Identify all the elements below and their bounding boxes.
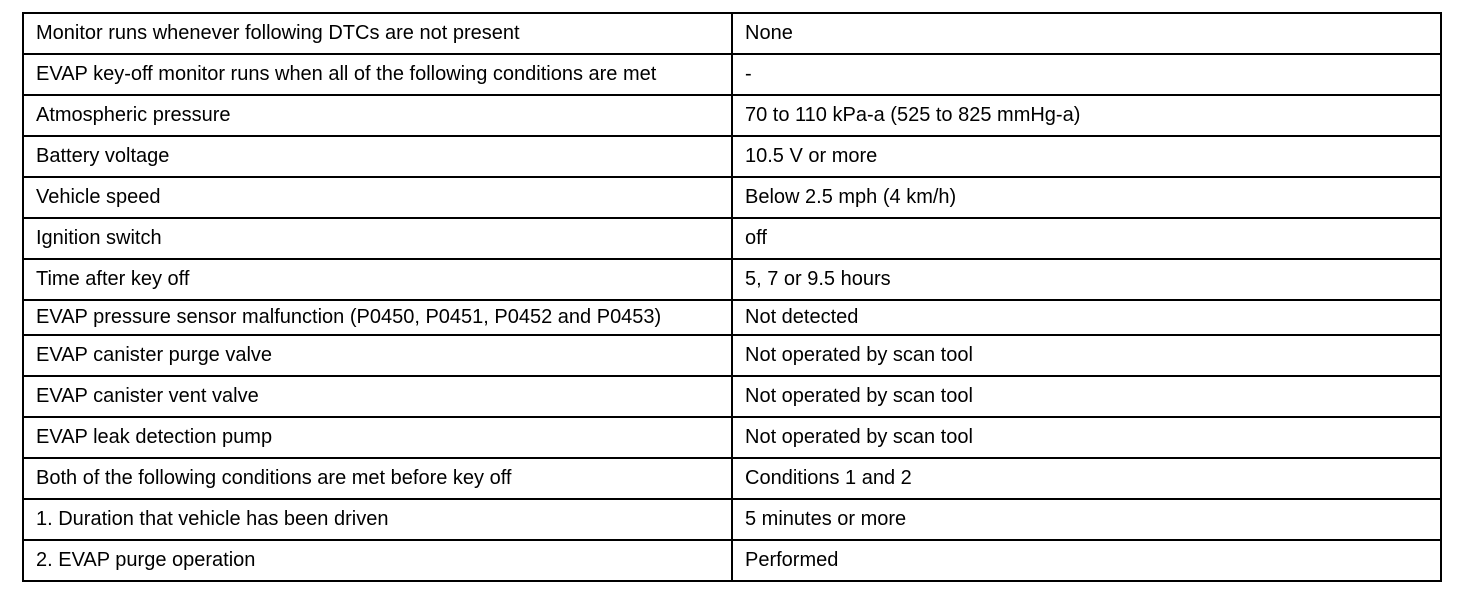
value-cell: Conditions 1 and 2 xyxy=(732,458,1441,499)
value-cell: Not detected xyxy=(732,300,1441,335)
condition-cell: EVAP pressure sensor malfunction (P0450, P0451, P0452 and P0453) xyxy=(23,300,732,335)
condition-cell: Both of the following conditions are met before key off xyxy=(23,458,732,499)
value-cell: None xyxy=(732,13,1441,54)
table-row xyxy=(23,458,1441,499)
condition-cell: EVAP canister vent valve xyxy=(23,376,732,417)
monitor-conditions-table xyxy=(22,12,1442,582)
table-row xyxy=(23,136,1441,177)
table-row xyxy=(23,417,1441,458)
table-row xyxy=(23,54,1441,95)
value-cell: Not operated by scan tool xyxy=(732,376,1441,417)
table-row xyxy=(23,335,1441,376)
table-row xyxy=(23,540,1441,581)
value-cell: Below 2.5 mph (4 km/h) xyxy=(732,177,1441,218)
value-cell: 5 minutes or more xyxy=(732,499,1441,540)
condition-cell: EVAP leak detection pump xyxy=(23,417,732,458)
value-cell: Not operated by scan tool xyxy=(732,335,1441,376)
value-cell: - xyxy=(732,54,1441,95)
condition-cell: 1. Duration that vehicle has been driven xyxy=(23,499,732,540)
table-row xyxy=(23,218,1441,259)
value-cell: Performed xyxy=(732,540,1441,581)
condition-cell: Monitor runs whenever following DTCs are not present xyxy=(23,13,732,54)
condition-cell: Vehicle speed xyxy=(23,177,732,218)
table-row xyxy=(23,177,1441,218)
value-cell: 5, 7 or 9.5 hours xyxy=(732,259,1441,300)
condition-cell: Ignition switch xyxy=(23,218,732,259)
table-row xyxy=(23,300,1441,335)
table-row xyxy=(23,95,1441,136)
condition-cell: Time after key off xyxy=(23,259,732,300)
condition-cell: Atmospheric pressure xyxy=(23,95,732,136)
table-row xyxy=(23,499,1441,540)
table-row xyxy=(23,13,1441,54)
condition-cell: 2. EVAP purge operation xyxy=(23,540,732,581)
table-row xyxy=(23,259,1441,300)
value-cell: Not operated by scan tool xyxy=(732,417,1441,458)
value-cell: 70 to 110 kPa-a (525 to 825 mmHg-a) xyxy=(732,95,1441,136)
table-row xyxy=(23,376,1441,417)
condition-cell: EVAP key-off monitor runs when all of the following conditions are met xyxy=(23,54,732,95)
condition-cell: EVAP canister purge valve xyxy=(23,335,732,376)
condition-cell: Battery voltage xyxy=(23,136,732,177)
value-cell: 10.5 V or more xyxy=(732,136,1441,177)
value-cell: off xyxy=(732,218,1441,259)
